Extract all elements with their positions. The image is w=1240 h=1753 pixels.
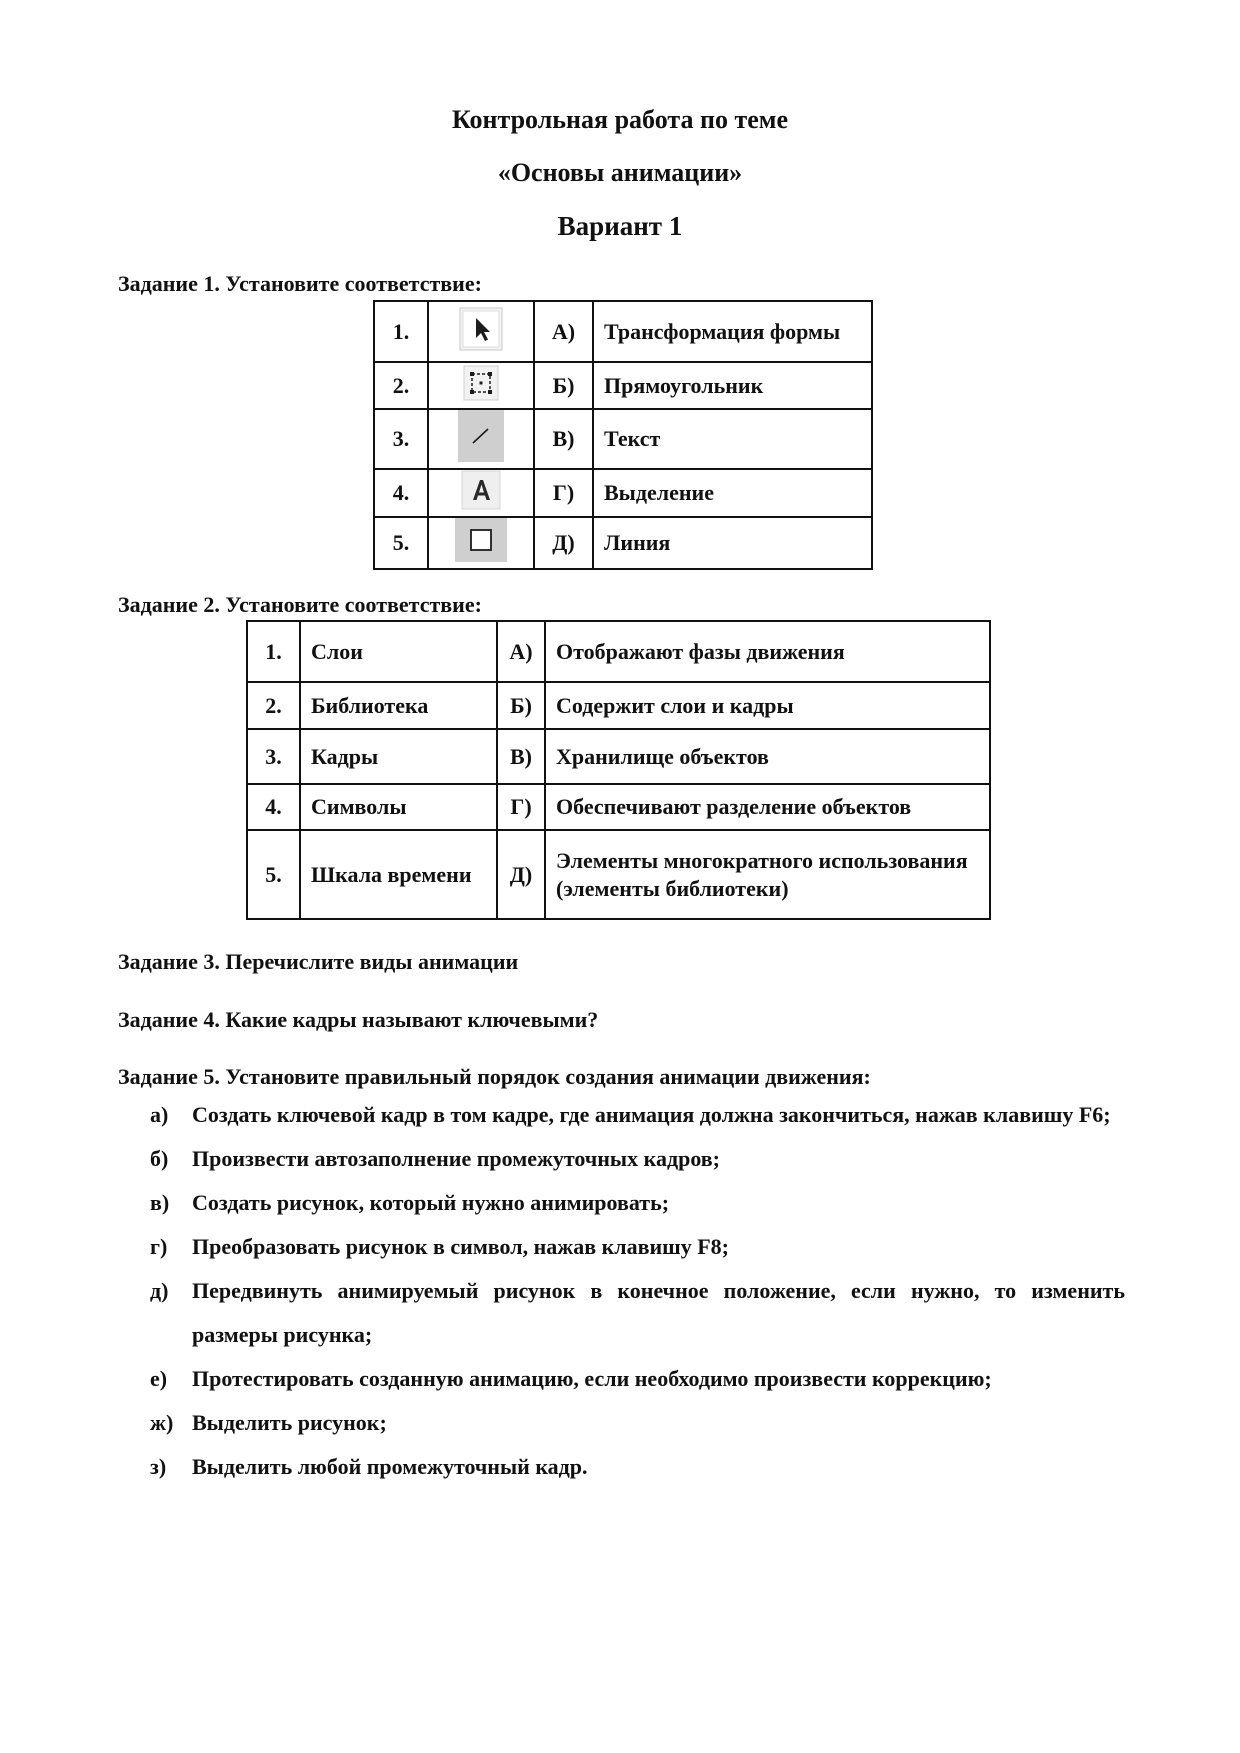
step-marker: в): [150, 1190, 170, 1215]
list-item: [150, 1269, 1125, 1357]
answer-text: Отображают фазы движения: [545, 621, 990, 682]
row-number: 1.: [374, 301, 428, 362]
selection-arrow-icon: [459, 307, 503, 357]
task4-heading: Задание 4. Какие кадры называют ключевыми?: [118, 1007, 599, 1032]
text-tool-icon: [461, 470, 501, 516]
tool-cell: [428, 301, 534, 362]
task5-step-list: [150, 1093, 1125, 1489]
table-row: [374, 469, 872, 517]
row-number: 5.: [247, 830, 300, 919]
answer-text: Элементы многократного использования (элементы библиотеки): [545, 830, 990, 919]
answer-text: Хранилище объектов: [545, 729, 990, 784]
table-row: [247, 621, 990, 682]
term-name: Шкала времени: [300, 830, 497, 919]
row-number: 2.: [374, 362, 428, 409]
answer-text: Текст: [593, 409, 872, 469]
answer-text: Прямоугольник: [593, 362, 872, 409]
step-marker: з): [150, 1454, 167, 1479]
list-item: [150, 1401, 1125, 1445]
step-marker: ж): [150, 1410, 174, 1435]
answer-text: Выделение: [593, 469, 872, 517]
step-text: Создать рисунок, который нужно анимировать;: [192, 1190, 670, 1215]
task5-heading: Задание 5. Установите правильный порядок создания анимации движения:: [118, 1064, 871, 1089]
step-marker: а): [150, 1102, 169, 1127]
task3-heading: Задание 3. Перечислите виды анимации: [118, 949, 519, 974]
list-item: [150, 1357, 1125, 1401]
answer-text: Обеспечивают разделение объектов: [545, 784, 990, 830]
table-row: [374, 301, 872, 362]
answer-letter: А): [534, 301, 593, 362]
term-name: Библиотека: [300, 682, 497, 729]
doc-title: Контрольная работа по теме: [451, 105, 789, 134]
answer-letter: Д): [497, 830, 545, 919]
task1-table: [373, 300, 873, 570]
table-row: [247, 830, 990, 919]
answer-letter: Б): [534, 362, 593, 409]
answer-text: Трансформация формы: [593, 301, 872, 362]
step-text: Протестировать созданную анимацию, если необходимо произвести коррекцию;: [192, 1366, 992, 1391]
answer-letter: Г): [497, 784, 545, 830]
step-marker: б): [150, 1146, 169, 1171]
answer-text: Содержит слои и кадры: [545, 682, 990, 729]
step-text: Передвинуть анимируемый рисунок в конечное положение, если нужно, то изменить размеры рисунка;: [192, 1278, 1125, 1347]
table-row: [247, 784, 990, 830]
row-number: 2.: [247, 682, 300, 729]
list-item: [150, 1225, 1125, 1269]
rectangle-tool-icon: [455, 518, 507, 568]
step-text: Создать ключевой кадр в том кадре, где анимация должна закончиться, нажав клавишу F6;: [192, 1102, 1111, 1127]
task1-heading: Задание 1. Установите соответствие:: [118, 271, 482, 296]
step-marker: д): [150, 1278, 169, 1303]
table-row: [374, 517, 872, 569]
doc-topic: «Основы анимации»: [497, 158, 743, 187]
term-name: Слои: [300, 621, 497, 682]
free-transform-icon: [463, 365, 499, 407]
step-marker: е): [150, 1366, 168, 1391]
row-number: 4.: [374, 469, 428, 517]
term-name: Символы: [300, 784, 497, 830]
tool-cell: [428, 409, 534, 469]
table-row: [247, 729, 990, 784]
list-item: [150, 1181, 1125, 1225]
list-item: [150, 1445, 1125, 1489]
table-row: [374, 362, 872, 409]
row-number: 3.: [374, 409, 428, 469]
step-marker: г): [150, 1234, 168, 1259]
line-tool-icon: [458, 410, 504, 468]
answer-letter: В): [497, 729, 545, 784]
tool-cell: [428, 362, 534, 409]
step-text: Произвести автозаполнение промежуточных кадров;: [192, 1146, 720, 1171]
list-item: [150, 1093, 1125, 1137]
doc-variant: Вариант 1: [557, 211, 683, 241]
answer-text: Линия: [593, 517, 872, 569]
step-text: Выделить рисунок;: [192, 1410, 387, 1435]
tool-cell: [428, 517, 534, 569]
row-number: 3.: [247, 729, 300, 784]
answer-letter: В): [534, 409, 593, 469]
step-text: Преобразовать рисунок в символ, нажав клавишу F8;: [192, 1234, 730, 1259]
answer-letter: А): [497, 621, 545, 682]
table-row: [247, 682, 990, 729]
answer-letter: Д): [534, 517, 593, 569]
list-item: [150, 1137, 1125, 1181]
row-number: 4.: [247, 784, 300, 830]
task2-table: [246, 620, 991, 920]
answer-letter: Г): [534, 469, 593, 517]
table-row: [374, 409, 872, 469]
answer-letter: Б): [497, 682, 545, 729]
tool-cell: [428, 469, 534, 517]
row-number: 5.: [374, 517, 428, 569]
step-text: Выделить любой промежуточный кадр.: [192, 1454, 588, 1479]
row-number: 1.: [247, 621, 300, 682]
task2-heading: Задание 2. Установите соответствие:: [118, 592, 482, 617]
term-name: Кадры: [300, 729, 497, 784]
